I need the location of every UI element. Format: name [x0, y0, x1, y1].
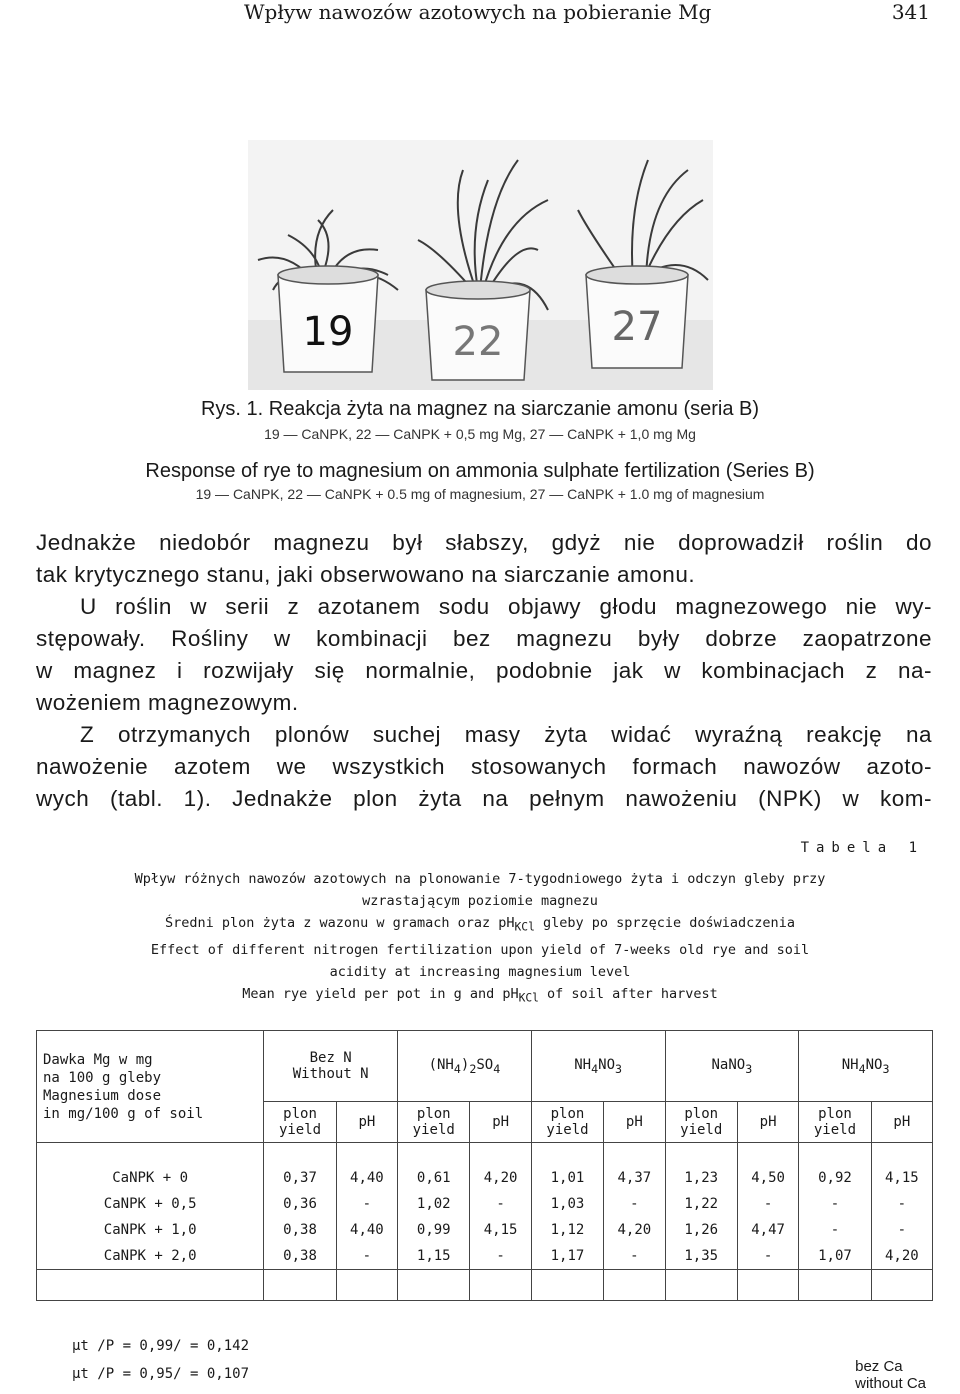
table-title-pl-mean: Średni plon żyta z wazonu w gramach oraz $pH_{KCl}$ gleby po sprzęcie doświadczenia [165, 915, 795, 934]
table-title-pl: wzrastającym poziomie magnezu [362, 893, 598, 909]
figure-caption-en: Response of rye to magnesium on ammonia sulphate fertilization (Series B) [145, 460, 815, 482]
table-bottom-row [37, 1270, 933, 1301]
table-spacer-row [37, 1143, 933, 1166]
group-header-ammonium-sulphate: $(NH_4)_2SO_4$ [398, 1031, 532, 1102]
without-ca-note: bez Ca without Ca [855, 1358, 926, 1392]
ph-header: pH [737, 1102, 798, 1143]
table-row: CaNPK + 2,0 0,38 - 1,15 - 1,17 - 1,35 - 1,07 4,20 [37, 1243, 933, 1270]
magnesium-dose-header: Dawka Mg w mg na 100 g gleby Magnesium dose in mg/100 g of soil [37, 1031, 264, 1143]
figure-caption-pl: Rys. 1. Reakcja żyta na magnez na siarczanie amonu (seria B) [200, 398, 760, 420]
pot-number-19: 19 [302, 309, 354, 355]
figure-caption-pl-detail: 19 — CaNPK, 22 — CaNPK + 0,5 mg Mg, 27 — CaNPK + 1,0 mg Mg [264, 426, 696, 442]
group-header-ammonium-nitrate-without-ca: $NH_4NO_3$ [799, 1031, 933, 1102]
ph-header: pH [336, 1102, 397, 1143]
yield-header: plon yield [531, 1102, 603, 1143]
pot-number-27: 27 [611, 304, 663, 350]
paragraph-line: wych (tabl. 1). Jednakże plon żyta na pełnym nawożeniu (NPK) w kom- [36, 786, 932, 811]
yield-header: plon yield [398, 1102, 470, 1143]
pot-19 [278, 266, 378, 372]
ph-header: pH [470, 1102, 531, 1143]
table-row: CaNPK + 1,0 0,38 4,40 0,99 4,15 1,12 4,20 1,26 4,47 - - [37, 1217, 933, 1243]
table-title-en-mean: Mean rye yield per pot in g and $pH_{KCl}$ of soil after harvest [242, 985, 718, 1005]
table-title-en: Effect of different nitrogen fertilization upon yield of 7-weeks old rye and soil [150, 941, 810, 958]
table-title-block [70, 868, 890, 1009]
table-title-en: acidity at increasing magnesium level [329, 963, 631, 980]
footnote-significance-2: µt /P = 0,95/ = 0,107 [72, 1366, 250, 1382]
yield-table [36, 1030, 933, 1301]
body-text [36, 527, 932, 815]
table-label: Tabela 1 [800, 840, 924, 856]
running-header [36, 0, 932, 26]
footnote-significance-1: µt /P = 0,99/ = 0,142 [72, 1338, 250, 1354]
ph-header: pH [604, 1102, 665, 1143]
yield-header: plon yield [665, 1102, 737, 1143]
figure-caption-en-detail: 19 — CaNPK, 22 — CaNPK + 0.5 mg of magnesium, 27 — CaNPK + 1.0 mg of magnesium [195, 486, 765, 502]
paragraph-line: tak krytycznego stanu, jaki obserwowano na siarczanie amonu. [36, 562, 696, 587]
running-title: Wpływ nawozów azotowych na pobieranie Mg [244, 0, 712, 24]
paragraph-line: stępowały. Rośliny w kombinacji bez magnezu były dobrze zaopatrzone [36, 626, 932, 651]
paragraph-line: U roślin w serii z azotanem sodu objawy głodu magnezowego nie wy- [80, 594, 932, 619]
pot-27 [586, 266, 688, 368]
page-number: 341 [891, 0, 930, 24]
paragraph-line: Z otrzymanych plonów suchej masy żyta widać wyraźną reakcję na [80, 722, 932, 747]
paragraph-line: wożeniem magnezowym. [36, 690, 299, 715]
paragraph-line: Jednakże niedobór magnezu był słabszy, gdyż nie doprowadził roślin do [36, 530, 932, 555]
paragraph-line: w magnez i rozwijały się normalnie, podobnie jak w kombinacjach z na- [36, 658, 932, 683]
ph-header: pH [871, 1102, 932, 1143]
yield-header: plon yield [264, 1102, 336, 1143]
rye-pots-photo [248, 140, 713, 390]
pot-number-22: 22 [452, 319, 504, 365]
table-row: CaNPK + 0 0,37 4,40 0,61 4,20 1,01 4,37 1,23 4,50 0,92 4,15 [37, 1165, 933, 1191]
table-title-pl: Wpływ różnych nawozów azotowych na plonowanie 7-tygodniowego żyta i odczyn gleby przy [134, 871, 826, 887]
paragraph-line: nawożenie azotem we wszystkich stosowanych formach nawozów azoto- [36, 754, 932, 779]
table-row: CaNPK + 0,5 0,36 - 1,02 - 1,03 - 1,22 - - - [37, 1191, 933, 1217]
yield-header: plon yield [799, 1102, 871, 1143]
group-header-sodium-nitrate: NaNO$_3$ [665, 1031, 799, 1102]
pot-22 [426, 281, 530, 380]
group-header-ammonium-nitrate: $NH_4NO_3$ [531, 1031, 665, 1102]
group-header-without-n: Bez N Without N [264, 1031, 398, 1102]
